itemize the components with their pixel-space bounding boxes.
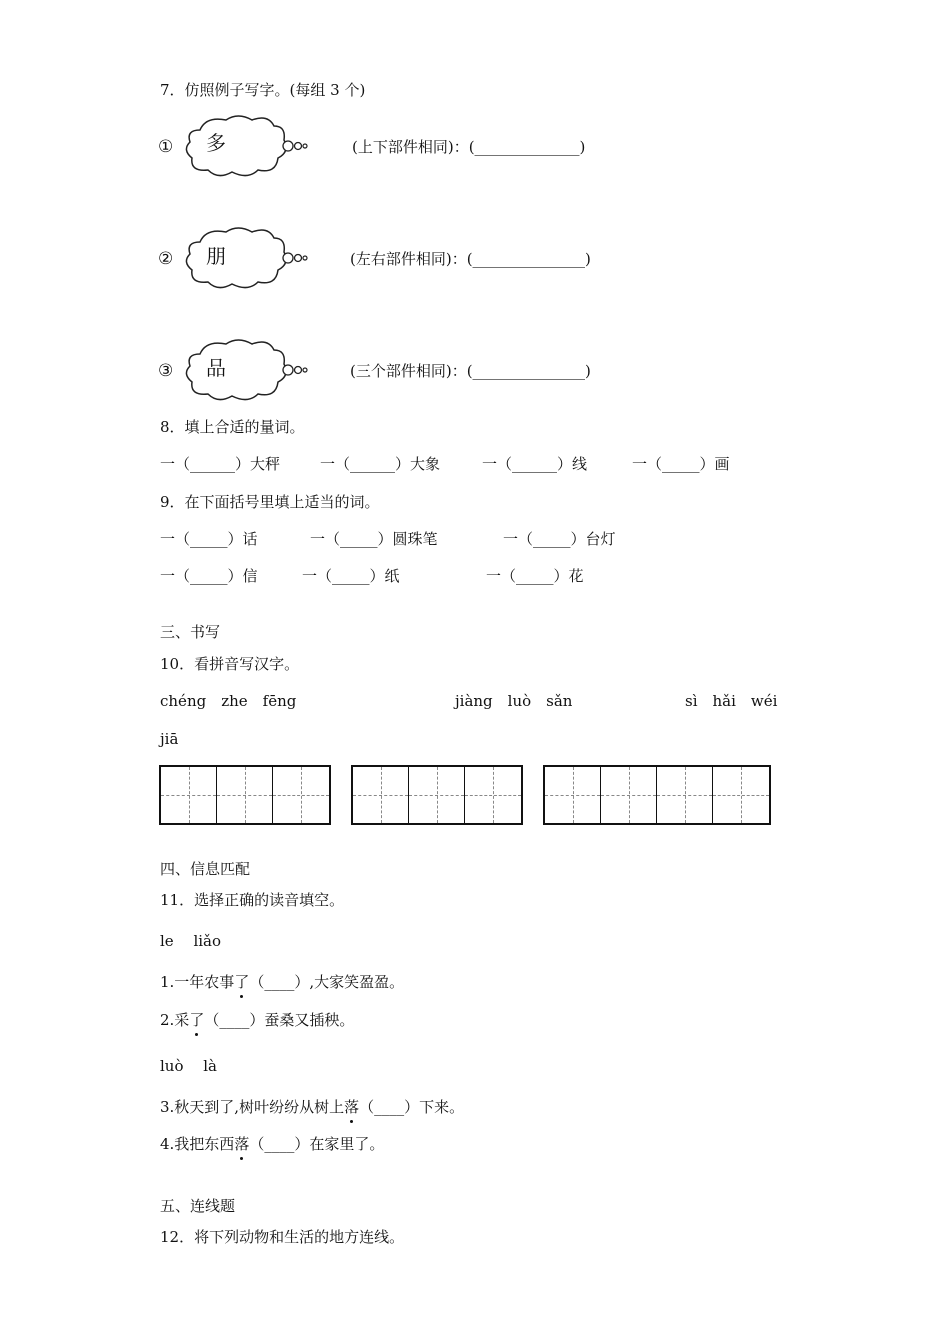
q10-pinyin-3: sì hǎi wéi — [685, 692, 778, 710]
sentence-text: （____）蚕桑又插秧。 — [204, 1011, 355, 1029]
emphasized-char: 了 — [189, 1011, 205, 1029]
writing-cell[interactable] — [217, 767, 273, 823]
sentence-text: （____）,大家笑盈盈。 — [249, 973, 405, 991]
q7-item1-char: 多 — [206, 131, 226, 155]
q11-sentence-1 — [160, 972, 404, 992]
writing-cell[interactable] — [465, 767, 521, 823]
thought-cloud-2 — [178, 224, 308, 294]
writing-cell[interactable] — [601, 767, 657, 823]
q11-title: 11．选择正确的读音填空。 — [160, 891, 345, 909]
sentence-text: （____）下来。 — [359, 1098, 465, 1116]
q7-title: 7．仿照例子写字。(每组 3 个) — [160, 81, 366, 99]
q8-item-2: 一（______）大象 — [320, 455, 441, 473]
q12-title: 12．将下列动物和生活的地方连线。 — [160, 1228, 405, 1246]
emphasized-char: 落 — [344, 1098, 360, 1116]
q7-item2-prompt: (左右部件相同)：(_______________) — [350, 250, 591, 268]
q9-row1-item2: 一（_____）圆珠笔 — [310, 530, 438, 548]
sentence-text: 4.我把东西 — [160, 1135, 235, 1153]
sentence-text: 2.采 — [160, 1011, 190, 1029]
q7-item1-prompt: (上下部件相同)：(______________) — [352, 138, 586, 156]
section-5-title: 五、连线题 — [160, 1197, 236, 1215]
q7-item3-char: 品 — [206, 356, 226, 380]
q9-row2-item3: 一（_____）花 — [486, 567, 584, 585]
q11-sentence-3 — [160, 1097, 464, 1117]
q9-title: 9．在下面括号里填上适当的词。 — [160, 493, 380, 511]
q8-item-1: 一（______）大秤 — [160, 455, 281, 473]
writing-grid-1[interactable] — [159, 765, 331, 825]
q8-title: 8．填上合适的量词。 — [160, 418, 305, 436]
q9-row2-item2: 一（_____）纸 — [302, 567, 400, 585]
thought-cloud-1 — [178, 112, 308, 182]
q9-row2-item1: 一（_____）信 — [160, 567, 258, 585]
writing-grid-2[interactable] — [351, 765, 523, 825]
q7-item1-number: ① — [158, 137, 174, 157]
writing-cell[interactable] — [353, 767, 409, 823]
q10-pinyin-2: jiàng luò sǎn — [455, 692, 573, 710]
q11-options-2: luò là — [160, 1057, 217, 1075]
q10-title: 10．看拼音写汉字。 — [160, 655, 300, 673]
writing-cell[interactable] — [409, 767, 465, 823]
thought-cloud-3 — [178, 336, 308, 406]
q11-options-1: le liǎo — [160, 932, 222, 950]
emphasized-char: 了 — [234, 973, 250, 991]
writing-cell[interactable] — [657, 767, 713, 823]
q11-sentence-2 — [160, 1010, 354, 1030]
q10-pinyin-wrap: jiā — [160, 730, 179, 748]
writing-cell[interactable] — [161, 767, 217, 823]
q10-pinyin-1: chéng zhe fēng — [160, 692, 297, 710]
sentence-text: 1.一年农事 — [160, 973, 235, 991]
writing-cell[interactable] — [713, 767, 769, 823]
emphasized-char: 落 — [234, 1135, 250, 1153]
sentence-text: 3.秋天到了,树叶纷纷从树上 — [160, 1098, 345, 1116]
q11-sentence-4 — [160, 1134, 384, 1154]
writing-cell[interactable] — [545, 767, 601, 823]
q8-item-4: 一（_____）画 — [632, 455, 730, 473]
q7-item3-prompt: (三个部件相同)：(_______________) — [350, 362, 591, 380]
q7-item2-number: ② — [158, 249, 174, 269]
sentence-text: （____）在家里了。 — [249, 1135, 385, 1153]
writing-grid-3[interactable] — [543, 765, 771, 825]
q9-row1-item1: 一（_____）话 — [160, 530, 258, 548]
q9-row1-item3: 一（_____）台灯 — [503, 530, 616, 548]
q7-item3-number: ③ — [158, 361, 174, 381]
section-3-title: 三、书写 — [160, 623, 221, 641]
writing-cell[interactable] — [273, 767, 329, 823]
q8-item-3: 一（______）线 — [482, 455, 588, 473]
section-4-title: 四、信息匹配 — [160, 860, 251, 878]
q7-item2-char: 朋 — [206, 244, 226, 268]
